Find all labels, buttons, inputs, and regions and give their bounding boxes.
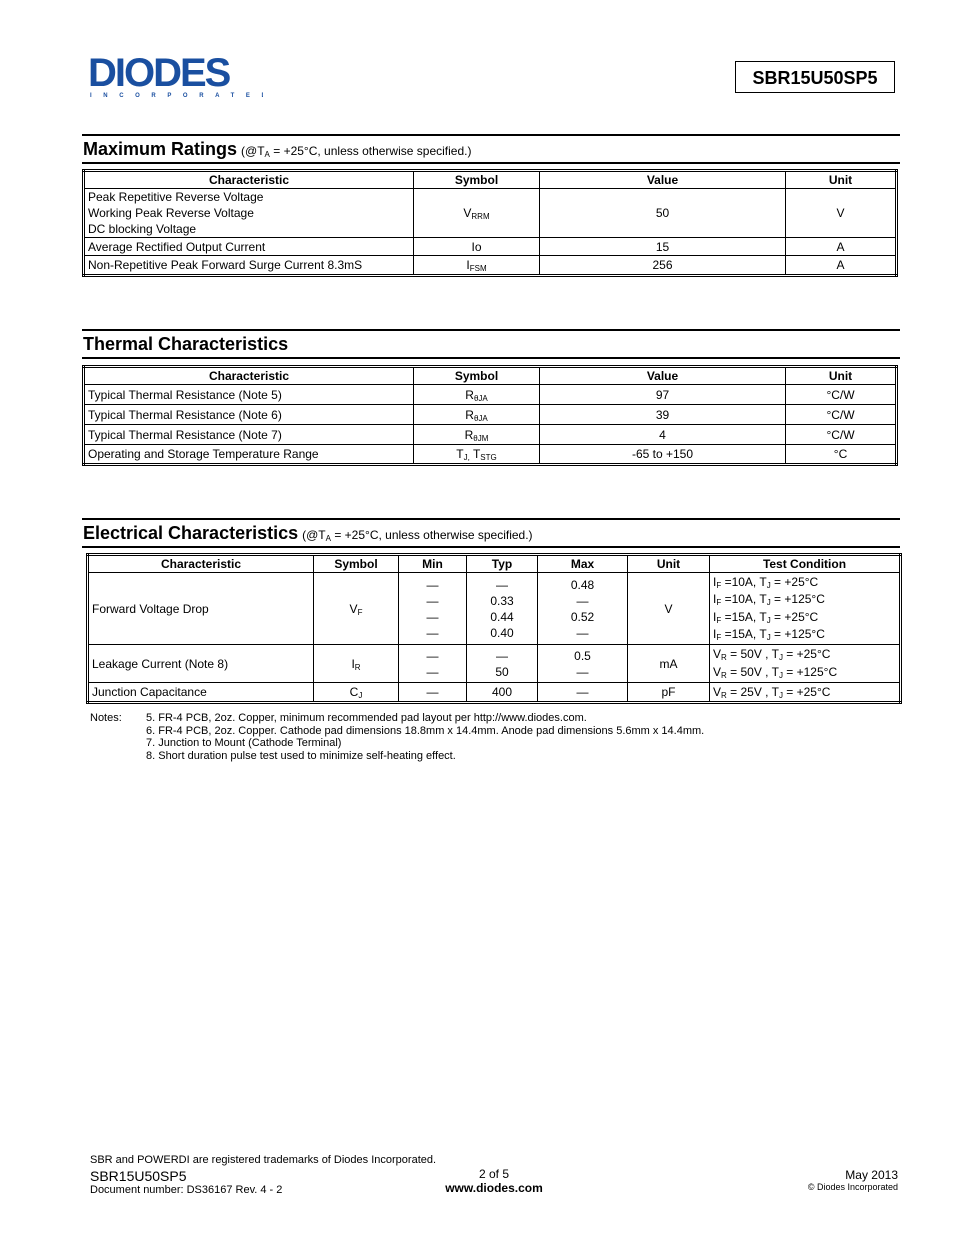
value-cell: 4 (540, 425, 786, 445)
footer-date: May 2013 (845, 1168, 898, 1182)
unit-cell: °C/W (786, 425, 897, 445)
typ-cell: — 0.33 0.44 0.40 (467, 573, 538, 645)
characteristic-cell: Forward Voltage Drop (88, 573, 314, 645)
unit-cell: pF (628, 683, 710, 703)
footer-page: 2 of 5 (478, 1167, 510, 1181)
note-item: 7. Junction to Mount (Cathode Terminal) (146, 737, 342, 749)
col-typ: Typ (467, 555, 538, 573)
note-item: 6. FR-4 PCB, 2oz. Copper. Cathode pad dimensions 18.8mm x 14.4mm. Anode pad dimensions 5.6mm x 14.4mm. (146, 724, 705, 737)
note-item: 5. FR-4 PCB, 2oz. Copper, minimum recommended pad layout per http://www.diodes.com. (146, 712, 587, 724)
min-cell: — (399, 683, 467, 703)
table-header-row (84, 171, 897, 189)
col-unit: Unit (786, 171, 897, 189)
notes-label: Notes: (90, 712, 122, 724)
col-symbol: Symbol (314, 555, 399, 573)
test-condition-cell: $V_R = 25V$ , $T_J = +25^\circ C$ (710, 683, 901, 703)
thermal-table (82, 365, 898, 466)
table-row (84, 238, 897, 256)
characteristic-cell: Operating and Storage Temperature Range (84, 445, 414, 465)
value-cell: 97 (540, 385, 786, 405)
logo-wordmark: DIODES (88, 54, 230, 95)
unit-cell: A (786, 256, 897, 276)
col-unit: Unit (786, 367, 897, 385)
typ-cell: — 50 (467, 645, 538, 683)
col-characteristic: Characteristic (88, 555, 314, 573)
max-cell: — (538, 683, 628, 703)
col-characteristic: Characteristic (84, 367, 414, 385)
note-item: 8. Short duration pulse test used to minimize self-heating effect. (146, 749, 456, 762)
electrical-condition: ($@T_A = +25^\circ C$, unless otherwise specified.) (302, 528, 533, 543)
footer-part: SBR15U50SP5 (90, 1168, 187, 1184)
min-cell: — — — — (399, 573, 467, 645)
symbol-cell: $R_{\theta JA}$ (414, 405, 540, 425)
table-row (88, 645, 901, 683)
col-symbol: Symbol (414, 171, 540, 189)
electrical-table (86, 553, 902, 704)
typ-cell: 400 (467, 683, 538, 703)
table-row (84, 385, 897, 405)
unit-cell: V (786, 189, 897, 238)
unit-cell: °C/W (786, 405, 897, 425)
symbol-cell: $V_F$ (314, 573, 399, 645)
max-ratings-title: Maximum Ratings (83, 139, 238, 159)
footer-trademark: SBR and POWERDI are registered trademarks of Diodes Incorporated. (90, 1154, 437, 1166)
footer-copyright: © Diodes Incorporated (807, 1182, 898, 1192)
max-ratings-header (82, 134, 900, 164)
notes-list (146, 712, 704, 762)
symbol-cell: $T_{J,}$ $T_{STG}$ (414, 445, 540, 465)
table-row (84, 445, 897, 465)
col-value: Value (540, 171, 786, 189)
table-row (84, 256, 897, 276)
symbol-cell: Io (414, 238, 540, 256)
electrical-header (82, 518, 900, 548)
characteristic-cell: Typical Thermal Resistance (Note 7) (84, 425, 414, 445)
part-number-box: SBR15U50SP5 (735, 61, 895, 93)
unit-cell: °C/W (786, 385, 897, 405)
unit-cell: mA (628, 645, 710, 683)
col-symbol: Symbol (414, 367, 540, 385)
value-cell: 15 (540, 238, 786, 256)
diodes-logo (88, 54, 263, 100)
unit-cell: °C (786, 445, 897, 465)
table-row (84, 425, 897, 445)
value-cell: -65 to +150 (540, 445, 786, 465)
value-cell: 256 (540, 256, 786, 276)
footer-docnum: Document number: DS36167 Rev. 4 - 2 (90, 1184, 283, 1196)
table-row (88, 683, 901, 703)
characteristic-cell: Typical Thermal Resistance (Note 6) (84, 405, 414, 425)
max-ratings-table (82, 169, 898, 277)
col-max: Max (538, 555, 628, 573)
symbol-cell: $R_{\theta JA}$ (414, 385, 540, 405)
test-condition-cell: $I_F =10A$, $T_J = +25^\circ C$ $I_F =10A$, $T_J = +125^\circ C$ $I_F =15A$, $T_J = +25^\circ C$ $I_F =15A$, $T_J = +125^\circ C$ (710, 573, 901, 645)
footer-url[interactable]: www.diodes.com (445, 1181, 543, 1195)
max-ratings-condition: ($@T_A = +25^\circ C$, unless otherwise specified.) (241, 144, 472, 159)
characteristic-cell: Peak Repetitive Reverse Voltage Working Peak Reverse Voltage DC blocking Voltage (84, 189, 414, 238)
thermal-header (82, 329, 900, 359)
characteristic-cell: Average Rectified Output Current (84, 238, 414, 256)
unit-cell: A (786, 238, 897, 256)
test-condition-cell: $V_R = 50V$ , $T_J = +25^\circ C$ $V_R = 50V$ , $T_J = +125^\circ C$ (710, 645, 901, 683)
max-cell: 0.48 — 0.52 — (538, 573, 628, 645)
symbol-cell: $I_R$ (314, 645, 399, 683)
characteristic-cell: Junction Capacitance (88, 683, 314, 703)
characteristic-cell: Typical Thermal Resistance (Note 5) (84, 385, 414, 405)
logo-subtitle: INCORPORATED (90, 93, 263, 99)
characteristic-cell: Leakage Current (Note 8) (88, 645, 314, 683)
electrical-title: Electrical Characteristics (83, 523, 299, 543)
symbol-cell: $V_{RRM}$ (414, 189, 540, 238)
value-cell: 50 (540, 189, 786, 238)
col-min: Min (399, 555, 467, 573)
table-row (88, 573, 901, 645)
col-unit: Unit (628, 555, 710, 573)
symbol-cell: $R_{\theta JM}$ (414, 425, 540, 445)
col-test-condition: Test Condition (710, 555, 901, 573)
characteristic-cell: Non-Repetitive Peak Forward Surge Current 8.3mS (84, 256, 414, 276)
unit-cell: V (628, 573, 710, 645)
table-header-row (84, 367, 897, 385)
symbol-cell: $C_J$ (314, 683, 399, 703)
col-value: Value (540, 367, 786, 385)
table-row (84, 405, 897, 425)
value-cell: 39 (540, 405, 786, 425)
table-row (84, 189, 897, 238)
col-characteristic: Characteristic (84, 171, 414, 189)
max-cell: 0.5 — (538, 645, 628, 683)
min-cell: — — (399, 645, 467, 683)
symbol-cell: $I_{FSM}$ (414, 256, 540, 276)
table-header-row (88, 555, 901, 573)
thermal-title: Thermal Characteristics (83, 334, 289, 354)
